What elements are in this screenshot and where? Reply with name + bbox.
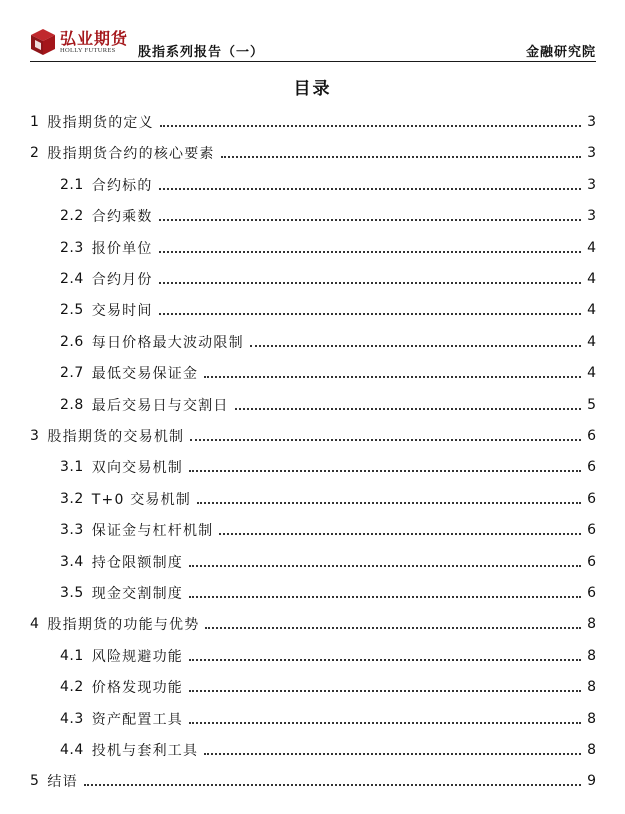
toc-entry-number: 3.4 <box>60 553 84 570</box>
toc-entry-label: 双向交易机制 <box>91 460 183 477</box>
toc-dot-leader <box>160 125 581 127</box>
toc-page-number: 3 <box>587 208 596 225</box>
toc-entry-number: 2.4 <box>60 271 84 287</box>
toc-entry-label: 股指期货的定义 <box>47 115 154 131</box>
toc-chapter-entry[interactable] <box>30 425 596 447</box>
toc-entry-label: 资产配置工具 <box>91 711 183 728</box>
toc-dot-leader <box>189 722 581 724</box>
toc-entry-label: 风险规避功能 <box>91 648 183 665</box>
toc-entry-label: 合约标的 <box>91 177 153 194</box>
toc-dot-leader <box>235 408 581 410</box>
toc-entry-label: 股指期货的功能与优势 <box>47 617 200 634</box>
toc-chapter-entry[interactable] <box>30 770 596 792</box>
toc-section-entry[interactable] <box>60 739 596 761</box>
toc-section-entry[interactable] <box>60 331 596 353</box>
toc-dot-leader <box>159 219 581 221</box>
toc-page-number: 6 <box>587 522 596 539</box>
toc-title: 目录 <box>293 79 332 99</box>
toc-dot-leader <box>189 470 581 472</box>
toc-section-entry[interactable] <box>60 708 596 730</box>
toc-chapter-entry[interactable] <box>30 142 596 164</box>
toc-section-entry[interactable] <box>60 394 596 416</box>
toc-entry-number: 4.3 <box>60 710 84 727</box>
toc-dot-leader <box>189 659 581 661</box>
toc-page-number: 4 <box>587 302 596 319</box>
toc-section-entry[interactable] <box>60 582 596 604</box>
toc-page-number: 8 <box>587 616 596 633</box>
toc-entry-number: 2.7 <box>60 365 84 382</box>
toc-entry-label: 最低交易保证金 <box>91 366 199 383</box>
toc-page-number: 5 <box>587 396 596 413</box>
toc-section-entry[interactable] <box>60 676 596 698</box>
toc-entry-number: 2 <box>30 145 40 162</box>
toc-dot-leader <box>159 188 581 190</box>
toc-entry-number: 4.1 <box>60 647 84 664</box>
toc-dot-leader <box>204 376 581 378</box>
toc-page-number: 8 <box>587 647 596 664</box>
toc-section-entry[interactable] <box>60 237 596 259</box>
toc-page-number: 6 <box>587 553 596 570</box>
toc-dot-leader <box>197 502 581 504</box>
toc-entry-label: 持仓限额制度 <box>91 554 183 571</box>
toc-dot-leader <box>84 784 581 786</box>
toc-entry-label: 投机与套利工具 <box>91 743 199 759</box>
toc-page-number: 6 <box>587 585 596 601</box>
toc-entry-label: 股指期货的交易机制 <box>47 429 185 445</box>
toc-page-number: 3 <box>587 114 596 130</box>
toc-entry-number: 2.6 <box>60 333 84 350</box>
toc-section-entry[interactable] <box>60 519 596 541</box>
cube-logo-icon <box>30 28 56 56</box>
toc-entry-number: 3 <box>30 428 40 444</box>
toc-dot-leader <box>205 627 581 629</box>
toc-page-number: 4 <box>587 333 596 350</box>
toc-section-entry[interactable] <box>60 205 596 227</box>
toc-dot-leader <box>250 345 581 347</box>
toc-entry-number: 4 <box>30 616 40 633</box>
logo-chinese-name: 弘业期货 <box>60 29 129 48</box>
toc-entry-number: 4.4 <box>60 742 84 758</box>
toc-dot-leader <box>219 533 581 535</box>
toc-entry-label: 价格发现功能 <box>91 680 183 697</box>
toc-dot-leader <box>159 282 581 284</box>
toc-page-number: 6 <box>587 490 596 507</box>
toc-entry-label: 最后交易日与交割日 <box>91 397 229 414</box>
toc-entry-label: 保证金与杠杆机制 <box>91 523 214 540</box>
toc-dot-leader <box>189 565 581 567</box>
toc-page-number: 8 <box>587 710 596 727</box>
toc-entry-number: 3.3 <box>60 522 84 539</box>
toc-section-entry[interactable] <box>60 488 596 510</box>
toc-entry-label: 合约月份 <box>91 272 153 288</box>
toc-dot-leader <box>204 753 581 755</box>
toc-page-number: 4 <box>587 365 596 382</box>
toc-page-number: 8 <box>587 679 596 696</box>
toc-section-entry[interactable] <box>60 362 596 384</box>
toc-entry-label: 合约乘数 <box>91 209 153 226</box>
report-series-title: 股指系列报告（一） <box>138 45 265 60</box>
toc-entry-number: 4.2 <box>60 679 84 696</box>
toc-entry-number: 2.8 <box>60 396 84 413</box>
toc-page-number: 6 <box>587 428 596 444</box>
toc-section-entry[interactable] <box>60 268 596 290</box>
logo-english-name: HOLLY FUTURES <box>60 47 116 54</box>
toc-page-number: 9 <box>587 773 596 790</box>
toc-entry-number: 3.2 <box>60 490 84 507</box>
page-header <box>30 26 596 60</box>
toc-entry-number: 1 <box>30 114 40 130</box>
toc-entry-label: 结语 <box>47 774 78 791</box>
institute-name: 金融研究院 <box>525 45 596 60</box>
toc-page-number: 4 <box>587 271 596 287</box>
company-logo <box>30 26 150 60</box>
toc-page-number: 8 <box>587 742 596 758</box>
toc-dot-leader <box>189 596 581 598</box>
toc-dot-leader <box>221 156 581 158</box>
toc-entry-label: 报价单位 <box>91 240 153 257</box>
toc-entry-label: T+0 交易机制 <box>91 491 192 508</box>
toc-entry-number: 2.1 <box>60 176 84 193</box>
toc-entry-label: 股指期货合约的核心要素 <box>47 146 215 163</box>
toc-dot-leader <box>159 251 581 253</box>
toc-section-entry[interactable] <box>60 456 596 478</box>
toc-page-number: 6 <box>587 459 596 476</box>
toc-entry-number: 2.2 <box>60 208 84 225</box>
toc-entry-label: 交易时间 <box>91 303 153 320</box>
toc-entry-number: 2.5 <box>60 302 84 319</box>
toc-entry-label: 现金交割制度 <box>91 586 183 602</box>
toc-chapter-entry[interactable] <box>30 111 596 133</box>
toc-page-number: 4 <box>587 239 596 256</box>
toc-dot-leader <box>159 313 581 315</box>
toc-entry-label: 每日价格最大波动限制 <box>91 334 244 351</box>
toc-dot-leader <box>190 439 581 441</box>
toc-entry-number: 5 <box>30 773 40 790</box>
toc-section-entry[interactable] <box>60 299 596 321</box>
toc-section-entry[interactable] <box>60 645 596 667</box>
toc-section-entry[interactable] <box>60 551 596 573</box>
toc-entry-number: 3.1 <box>60 459 84 476</box>
toc-chapter-entry[interactable] <box>30 613 596 635</box>
toc-page-number: 3 <box>587 145 596 162</box>
toc-entry-number: 2.3 <box>60 239 84 256</box>
header-divider <box>30 61 596 62</box>
toc-page-number: 3 <box>587 176 596 193</box>
toc-dot-leader <box>189 690 581 692</box>
toc-entry-number: 3.5 <box>60 585 84 601</box>
toc-section-entry[interactable] <box>60 174 596 196</box>
